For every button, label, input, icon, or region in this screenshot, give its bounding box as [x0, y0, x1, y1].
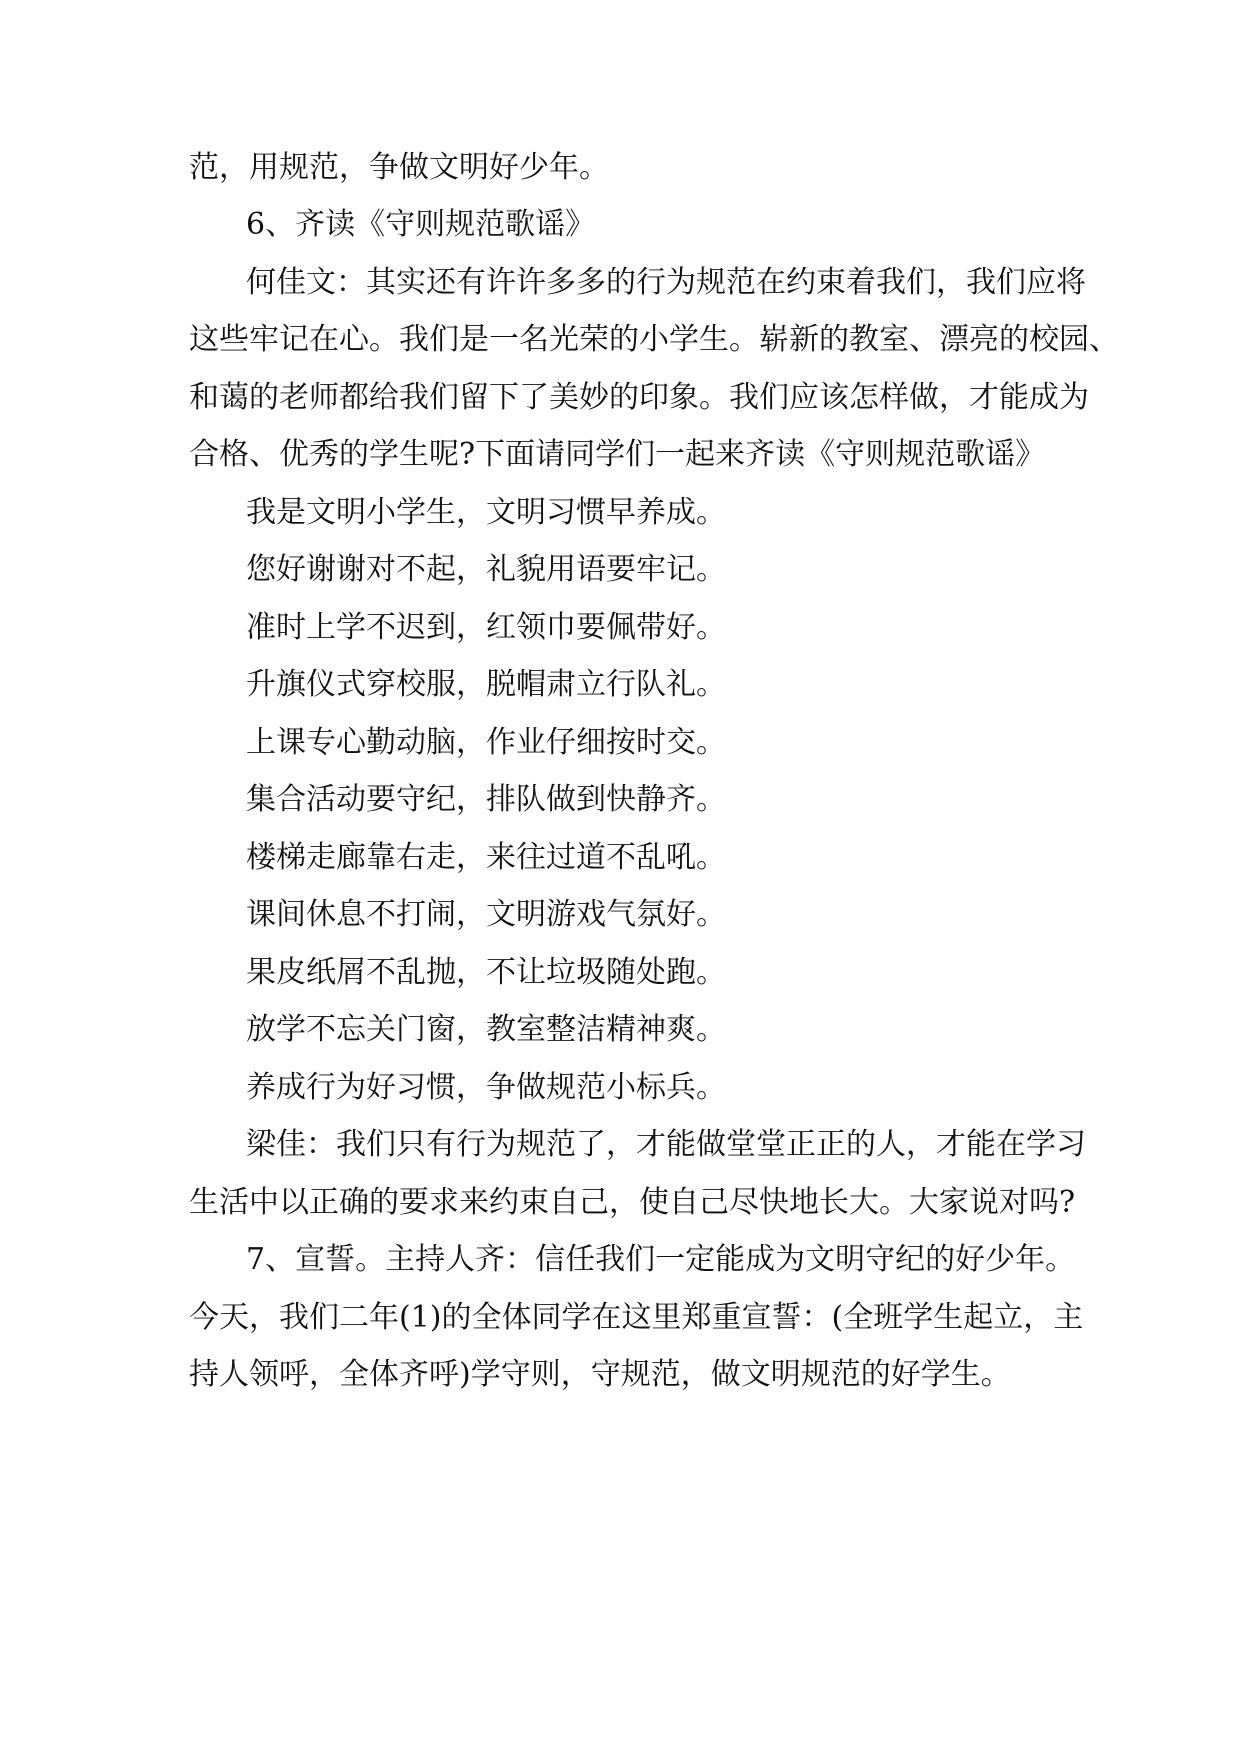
poem-line-10: 放学不忘关门窗，教室整洁精神爽。	[246, 1012, 726, 1047]
poem-line-2: 您好谢谢对不起，礼貌用语要牢记。	[246, 552, 726, 587]
text-line-3: 何佳文：其实还有许许多多的行为规范在约束着我们，我们应将	[246, 265, 1086, 300]
poem-line-6: 集合活动要守纪，排队做到快静齐。	[246, 782, 726, 817]
poem-line-11: 养成行为好习惯，争做规范小标兵。	[246, 1070, 726, 1105]
poem-line-9: 果皮纸屑不乱抛，不让垃圾随处跑。	[246, 955, 726, 990]
section-heading-7: 7、宣誓。主持人齐：信任我们一定能成为文明守纪的好少年。	[246, 1242, 1076, 1277]
poem-line-4: 升旗仪式穿校服，脱帽肃立行队礼。	[246, 667, 726, 702]
poem-line-5: 上课专心勤动脑，作业仔细按时交。	[246, 725, 726, 760]
poem-line-7: 楼梯走廊靠右走，来往过道不乱吼。	[246, 840, 726, 875]
text-line-1: 范，用规范，争做文明好少年。	[189, 150, 609, 185]
poem-line-1: 我是文明小学生，文明习惯早养成。	[246, 495, 726, 530]
text-line-22: 持人领呼，全体齐呼)学守则，守规范，做文明规范的好学生。	[189, 1357, 1011, 1392]
poem-line-8: 课间休息不打闹，文明游戏气氛好。	[246, 897, 726, 932]
text-line-21: 今天，我们二年(1)的全体同学在这里郑重宣誓：(全班学生起立，主	[189, 1300, 1084, 1335]
text-line-6: 合格、优秀的学生呢?下面请同学们一起来齐读《守则规范歌谣》	[189, 437, 1046, 472]
section-heading-6: 6、齐读《守则规范歌谣》	[246, 207, 596, 242]
poem-line-3: 准时上学不迟到，红领巾要佩带好。	[246, 610, 726, 645]
text-line-4: 这些牢记在心。我们是一名光荣的小学生。崭新的教室、漂亮的校园、	[189, 322, 1119, 357]
text-line-5: 和蔼的老师都给我们留下了美妙的印象。我们应该怎样做，才能成为	[189, 380, 1089, 415]
text-line-18: 梁佳：我们只有行为规范了，才能做堂堂正正的人，才能在学习	[246, 1127, 1086, 1162]
text-line-19: 生活中以正确的要求来约束自己，使自己尽快地长大。大家说对吗?	[189, 1185, 1076, 1220]
